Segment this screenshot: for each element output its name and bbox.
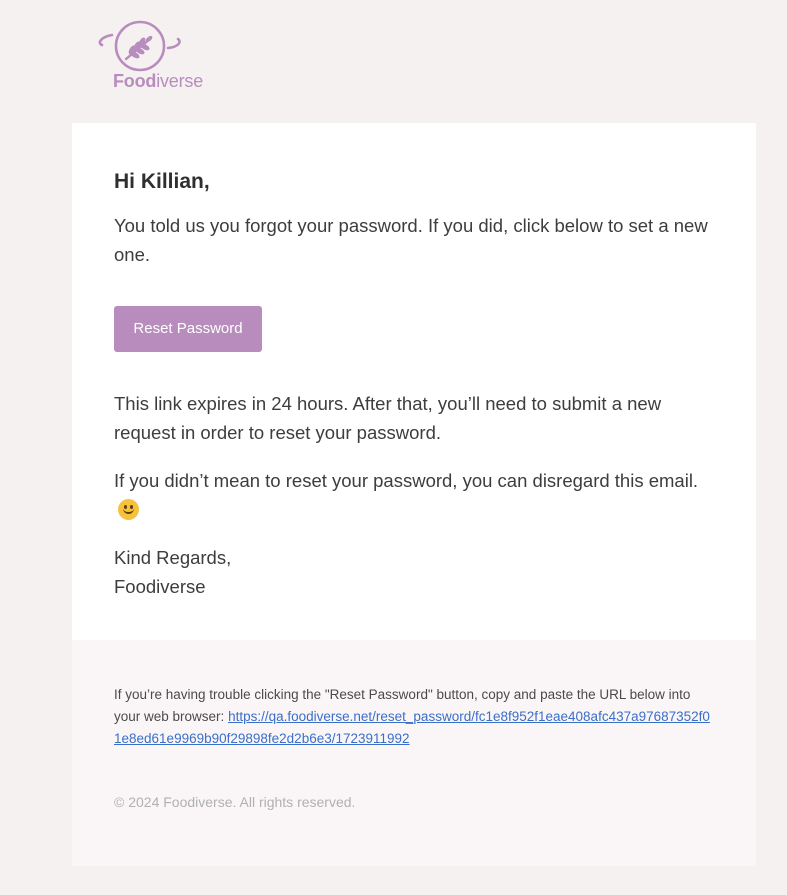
disregard-text: If you didn’t mean to reset your password, you can disregard this email. xyxy=(114,470,699,491)
email-footer xyxy=(72,640,756,866)
brand-name-bold: Food xyxy=(113,71,157,91)
brand-name-light: iverse xyxy=(156,71,204,91)
planet-wheat-icon xyxy=(96,18,186,78)
signature-text: Foodiverse xyxy=(114,576,206,597)
reset-password-button[interactable]: Reset Password xyxy=(114,306,262,352)
brand-logo-text xyxy=(113,71,203,92)
reset-url-link[interactable]: https://qa.foodiverse.net/reset_password/fc1e8f952f1eae408afc437a97687352f01e8ed61e9969b90f29898fe2d2b6e3/1723911992 xyxy=(114,709,710,746)
disregard-paragraph xyxy=(114,466,714,524)
copyright-text: © 2024 Foodiverse. All rights reserved. xyxy=(114,794,356,810)
email-header xyxy=(96,18,216,98)
greeting-heading: Hi Killian, xyxy=(114,170,210,193)
signoff-text: Kind Regards, xyxy=(114,547,232,568)
email-body-card xyxy=(72,123,756,640)
intro-paragraph: You told us you forgot your password. If you did, click below to set a new one. xyxy=(114,215,708,265)
expiry-paragraph: This link expires in 24 hours. After that, you’ll need to submit a new request in order to reset your password. xyxy=(114,393,662,443)
trouble-text: If you’re having trouble clicking the "Reset Password" button, copy and paste the URL below into your web browser: xyxy=(114,687,691,724)
signoff-block xyxy=(114,543,714,601)
email-content xyxy=(114,168,714,601)
footer-content xyxy=(114,684,714,810)
trouble-paragraph xyxy=(114,684,714,750)
smiley-emoji-icon xyxy=(118,499,139,520)
